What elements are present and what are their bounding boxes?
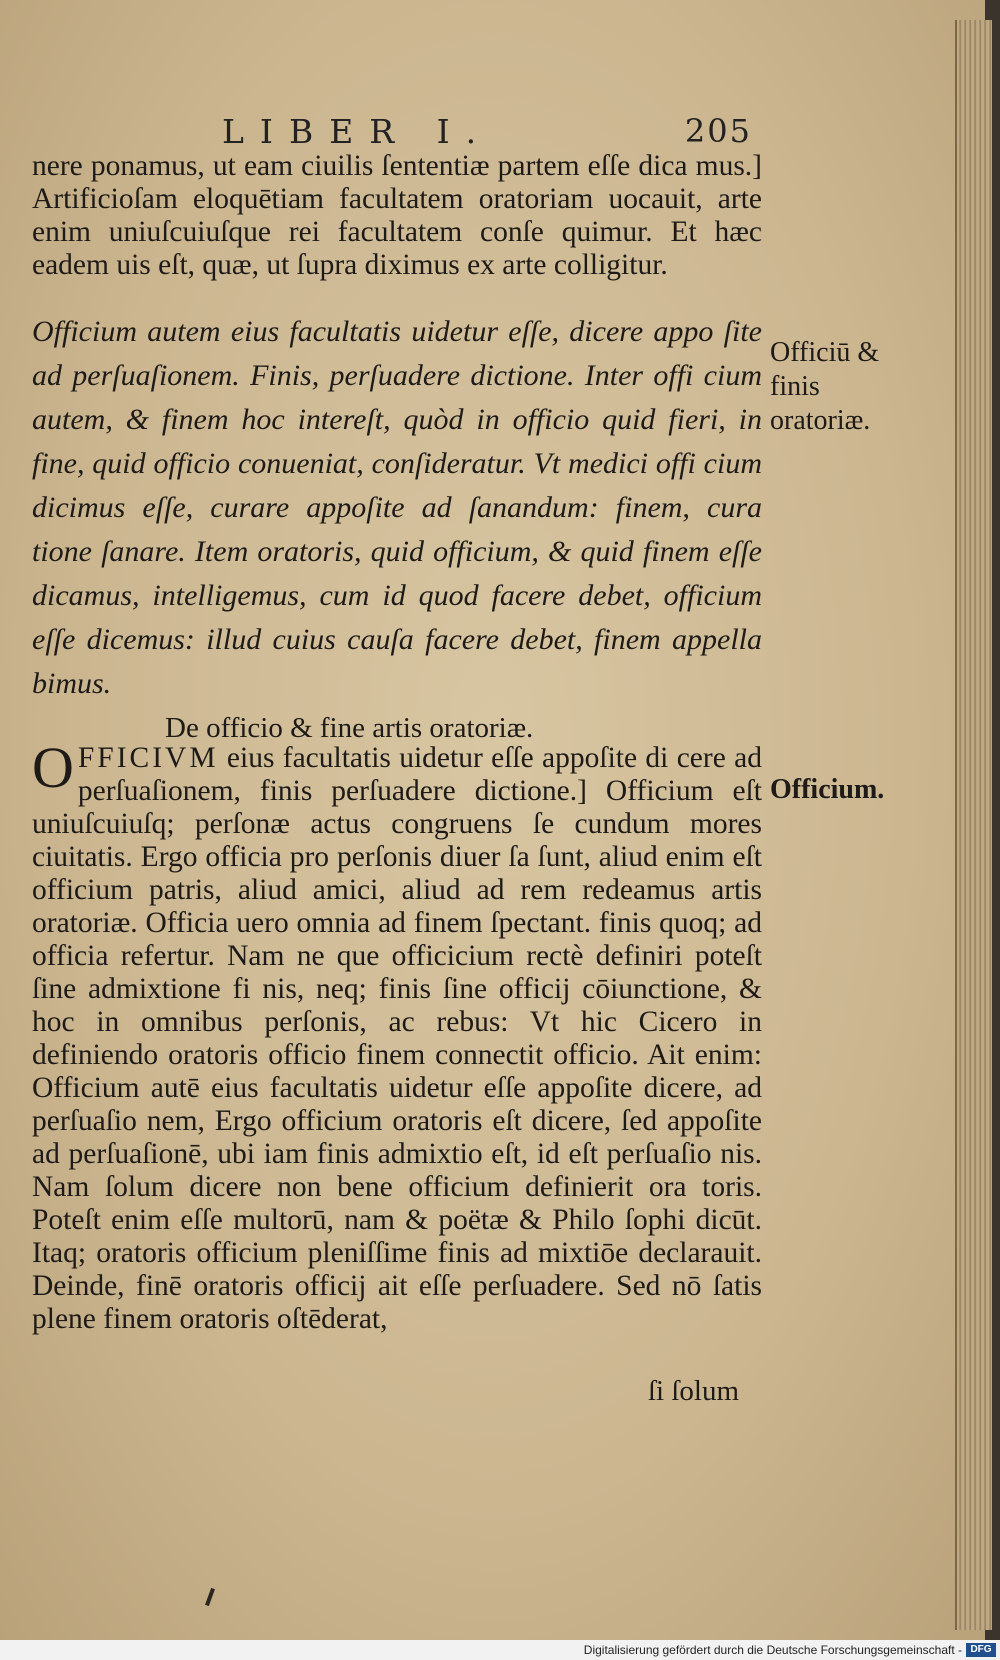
marginal-note-1: Officiū & finis oratoriæ.	[770, 337, 880, 436]
marginal-note-2: Officium.	[770, 774, 885, 805]
paragraph-1: nere ponamus, ut eam ciuilis ſententiæ partem eſſe dica mus.] Artificioſam eloquētiam facultatem oratoriam uocauit, arte enim uniuſcuiuſque rei facultatem conſe quimur. Et hæc eadem uis eſt, quæ, ut ſupra diximus ex arte colligitur.	[32, 150, 762, 281]
catchword: ſi ſolum	[648, 1375, 740, 1407]
paragraph-2-italic: Officium autem eius facultatis uidetur eſſe, dicere appo ſite ad perſuaſionem. Finis, perſuadere dictione. Inter offi cium autem, & finem hoc intereſt, quòd in officio quid fieri, in fine, quid officio conueniat, conſideratur. Vt medici offi cium dicimus eſſe, curare appoſite ad ſanandum: finem, cura tione ſanare. Item oratoris, quid officium, & quid finem eſſe dicamus, intelligemus, cum id quod facere debet, officium eſſe dicemus: illud cuius cauſa facere debet, finem appella bimus.	[32, 315, 762, 700]
section-heading: De officio & fine artis oratoriæ.	[165, 712, 534, 744]
paragraph-3-text: eius facultatis uidetur eſſe appoſite di cere ad perſuaſionem, finis perſuadere dictione.] Officium eſt uniuſcuiuſq; perſonæ actus congruens ſe cundum mores ciuitatis. Ergo officia pro perſonis diuer ſa ſunt, aliud enim eſt officium patris, aliud amici, aliud ad rem redeamus artis oratoriæ. Officia uero omnia ad finem ſpectant. finis quoq; ad officia refertur. Nam ne que officicium rectè definiri poteſt ſine admixtione fi nis, neq; finis ſine officij cōiunctione, & hoc in omnibus perſonis, ac rebus: Vt hic Cicero in definiendo oratoris officio finem connectit officio. Ait enim: Officium autē eius facultatis uidetur eſſe appoſite dicere, ad perſuaſio nem, Ergo officium oratoris eſt dicere, ſed appoſite ad perſuaſionē, ubi iam finis admixtio eſt, id eſt perſuaſio nis. Nam ſolum dicere non bene officium definierit ora toris. Poteſt enim eſſe multorū, nam & poëtæ & Philo ſophi dicūt. Itaq; oratoris officium pleniſſime finis ad mixtiōe declarauit. Deinde, finē oratoris officij ait eſſe perſuadere. Sed nō ſatis plene finem oratoris oſtēderat,	[32, 742, 762, 1335]
digitization-footer	[0, 1640, 1000, 1660]
ink-mark	[205, 1588, 215, 1606]
folio-number: 205	[684, 112, 752, 150]
footer-credit: Digitalisierung gefördert durch die Deutsche Forschungsgemeinschaft -	[583, 1643, 962, 1657]
running-title: LIBER I.	[222, 112, 493, 151]
page-edges	[955, 20, 992, 1630]
initial-letter: O	[32, 735, 74, 800]
smallcaps-lead: FFICIVM	[77, 742, 219, 774]
dfg-logo-icon: DFG	[966, 1643, 996, 1657]
paragraph-3	[32, 735, 762, 1336]
